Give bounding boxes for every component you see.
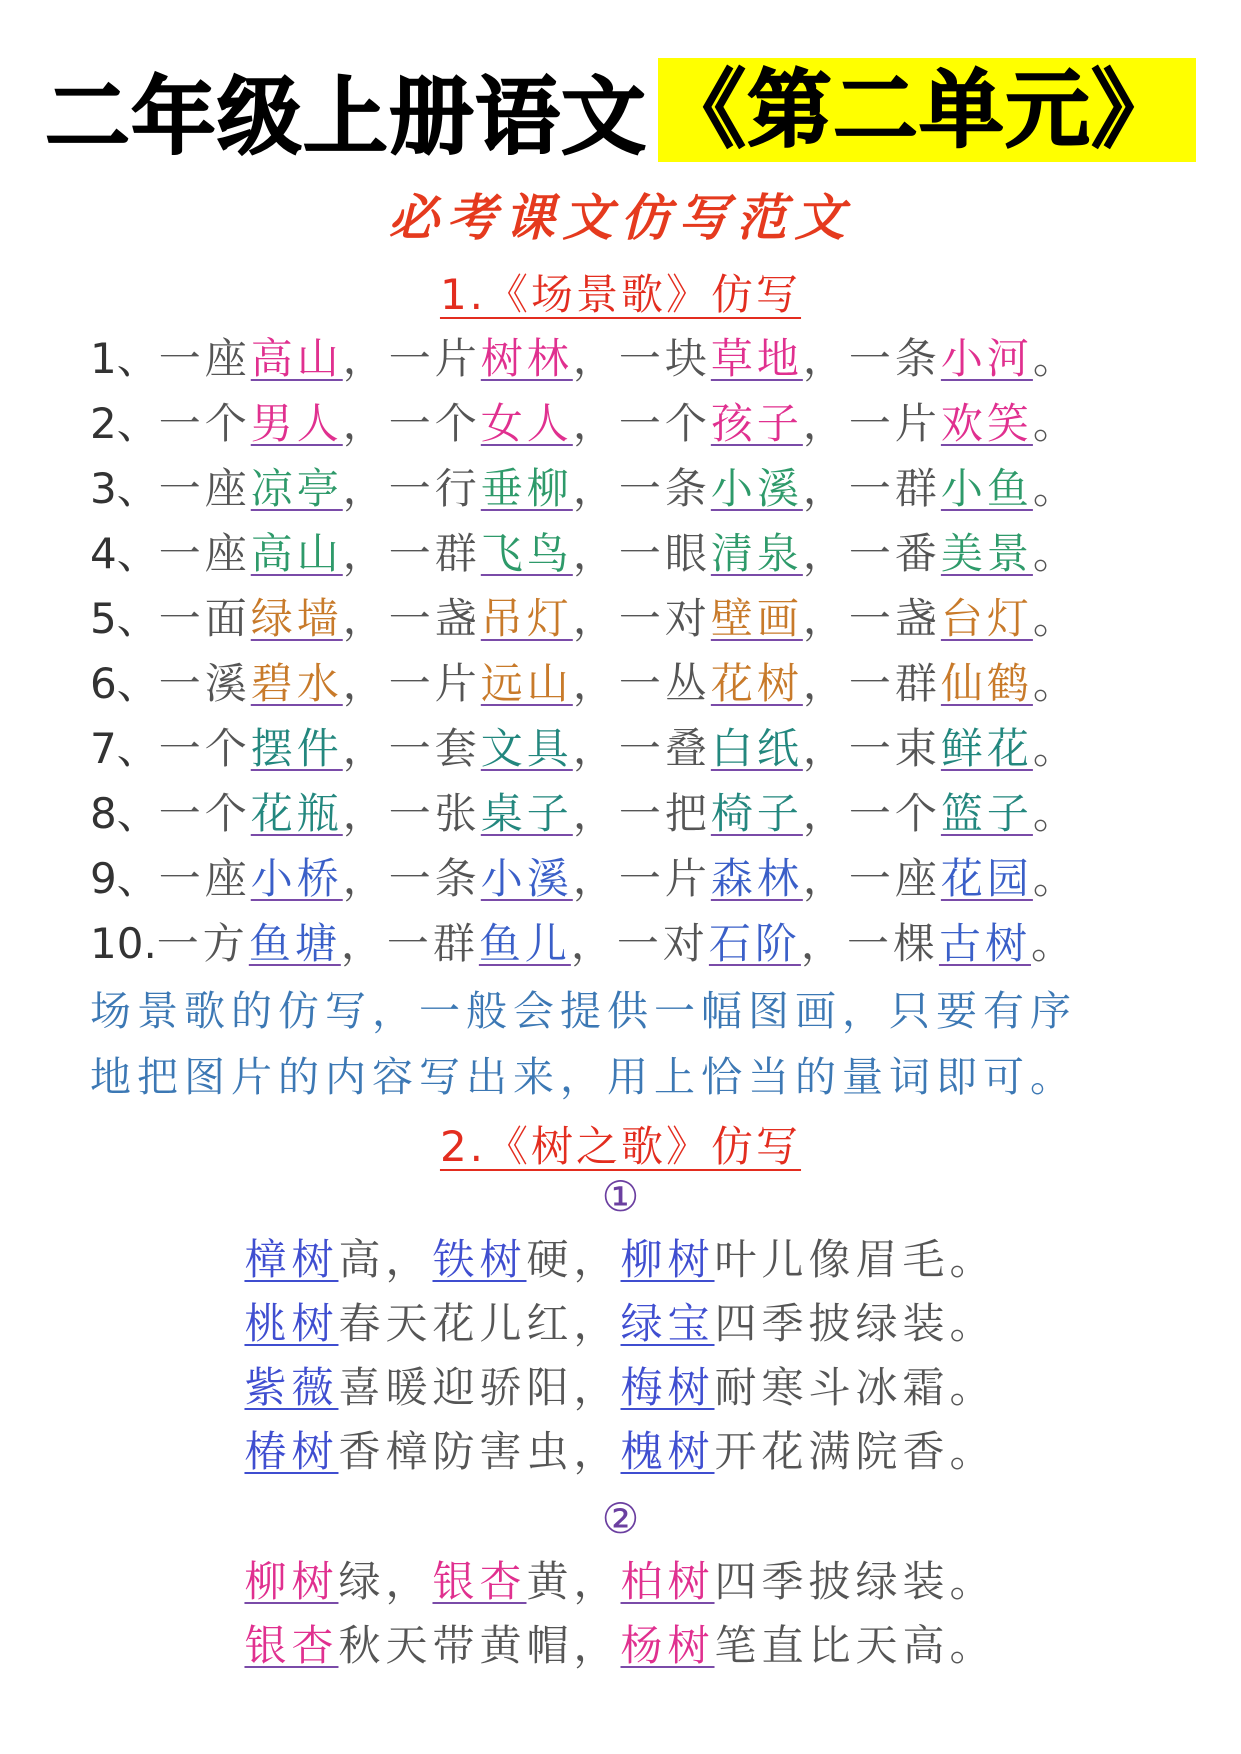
scene-line [90, 911, 1170, 976]
punctuation: 。 [1032, 464, 1079, 513]
poem-text: 高， [338, 1235, 433, 1284]
poem-text: 喜暖迎骄阳， [338, 1363, 621, 1412]
punctuation: ， [570, 919, 617, 968]
punctuation: ， [802, 789, 849, 838]
tree-name: 柳树 [620, 1235, 715, 1284]
poem-text: 四季披绿装。 [714, 1557, 997, 1606]
measure-word: 一群 [386, 919, 479, 968]
noun-word: 树林 [480, 334, 573, 383]
noun-word: 文具 [480, 724, 573, 773]
poem-marker-1: ① [601, 1172, 640, 1221]
measure-word: 一片 [388, 334, 481, 383]
noun-word: 小河 [940, 334, 1033, 383]
tree-name: 银杏 [432, 1557, 527, 1606]
noun-word: 碧水 [250, 659, 343, 708]
punctuation: ， [572, 334, 619, 383]
poem-text: 笔直比天高。 [714, 1621, 997, 1670]
note-line: 地把图片的内容写出来，用上恰当的量词即可。 [90, 1053, 1077, 1101]
poem-text: 四季披绿装。 [714, 1299, 997, 1348]
measure-word: 一溪 [158, 659, 251, 708]
measure-word: 一群 [848, 659, 941, 708]
tree-poem-1 [0, 1228, 1241, 1484]
punctuation: 。 [1032, 594, 1079, 643]
measure-word: 一束 [848, 724, 941, 773]
measure-word: 一面 [158, 594, 251, 643]
noun-word: 鲜花 [940, 724, 1033, 773]
tree-name: 绿宝 [620, 1299, 715, 1348]
measure-word: 一个 [158, 724, 251, 773]
punctuation: ， [802, 334, 849, 383]
noun-word: 花园 [940, 854, 1033, 903]
measure-word: 一个 [618, 399, 711, 448]
line-number: 7、 [90, 724, 159, 773]
measure-word: 一座 [158, 854, 251, 903]
noun-word: 垂柳 [480, 464, 573, 513]
noun-word: 欢笑 [940, 399, 1033, 448]
noun-word: 古树 [938, 919, 1031, 968]
tree-name: 柳树 [244, 1557, 339, 1606]
measure-word: 一盏 [848, 594, 941, 643]
punctuation: ， [342, 464, 389, 513]
measure-word: 一盏 [388, 594, 481, 643]
punctuation: ， [802, 464, 849, 513]
noun-word: 小溪 [710, 464, 803, 513]
noun-word: 孩子 [710, 399, 803, 448]
punctuation: ， [572, 464, 619, 513]
tree-name: 紫薇 [244, 1363, 339, 1412]
scene-line [90, 586, 1170, 651]
punctuation: ， [802, 854, 849, 903]
noun-word: 椅子 [710, 789, 803, 838]
poem-text: 香樟防害虫， [338, 1427, 621, 1476]
punctuation: ， [342, 399, 389, 448]
measure-word: 一个 [848, 789, 941, 838]
measure-word: 一座 [158, 334, 251, 383]
noun-word: 花瓶 [250, 789, 343, 838]
punctuation: ， [572, 789, 619, 838]
measure-word: 一座 [158, 464, 251, 513]
measure-word: 一条 [848, 334, 941, 383]
measure-word: 一眼 [618, 529, 711, 578]
noun-word: 草地 [710, 334, 803, 383]
noun-word: 美景 [940, 529, 1033, 578]
measure-word: 一套 [388, 724, 481, 773]
noun-word: 篮子 [940, 789, 1033, 838]
noun-word: 桌子 [480, 789, 573, 838]
measure-word: 一座 [158, 529, 251, 578]
punctuation: ， [342, 724, 389, 773]
noun-word: 森林 [710, 854, 803, 903]
measure-word: 一个 [388, 399, 481, 448]
measure-word: 一群 [848, 464, 941, 513]
poem-text: 绿， [338, 1557, 433, 1606]
scene-line [90, 651, 1170, 716]
poem-line [0, 1420, 1241, 1484]
punctuation: ， [572, 594, 619, 643]
punctuation: 。 [1032, 724, 1079, 773]
noun-word: 高山 [250, 529, 343, 578]
poem-line [0, 1228, 1241, 1292]
poem-text: 秋天带黄帽， [338, 1621, 621, 1670]
noun-word: 远山 [480, 659, 573, 708]
scene-song-list [90, 326, 1170, 976]
measure-word: 一张 [388, 789, 481, 838]
line-number: 4、 [90, 529, 159, 578]
punctuation: 。 [1032, 789, 1079, 838]
measure-word: 一片 [618, 854, 711, 903]
noun-word: 石阶 [708, 919, 801, 968]
poem-text: 耐寒斗冰霜。 [714, 1363, 997, 1412]
punctuation: 。 [1032, 854, 1079, 903]
scene-line [90, 781, 1170, 846]
scene-line [90, 716, 1170, 781]
title-unit-highlight: 《第二单元》 [658, 58, 1196, 162]
line-number: 2、 [90, 399, 159, 448]
noun-word: 鱼儿 [478, 919, 571, 968]
noun-word: 白纸 [710, 724, 803, 773]
measure-word: 一片 [848, 399, 941, 448]
noun-word: 女人 [480, 399, 573, 448]
punctuation: 。 [1032, 529, 1079, 578]
poem-text: 叶儿像眉毛。 [714, 1235, 997, 1284]
line-number: 3、 [90, 464, 159, 513]
punctuation: ， [802, 594, 849, 643]
punctuation: 。 [1030, 919, 1077, 968]
tree-name: 柏树 [620, 1557, 715, 1606]
noun-word: 吊灯 [480, 594, 573, 643]
noun-word: 仙鹤 [940, 659, 1033, 708]
scene-line [90, 456, 1170, 521]
punctuation: ， [802, 399, 849, 448]
noun-word: 男人 [250, 399, 343, 448]
measure-word: 一棵 [846, 919, 939, 968]
punctuation: ， [342, 529, 389, 578]
poem-line [0, 1292, 1241, 1356]
noun-word: 小桥 [250, 854, 343, 903]
tree-name: 杨树 [620, 1621, 715, 1670]
line-number: 10. [90, 919, 157, 968]
measure-word: 一个 [158, 399, 251, 448]
scene-line [90, 391, 1170, 456]
punctuation: ， [342, 789, 389, 838]
measure-word: 一座 [848, 854, 941, 903]
measure-word: 一对 [616, 919, 709, 968]
measure-word: 一条 [388, 854, 481, 903]
scene-line [90, 521, 1170, 586]
tree-name: 椿树 [244, 1427, 339, 1476]
line-number: 9、 [90, 854, 159, 903]
noun-word: 摆件 [250, 724, 343, 773]
noun-word: 鱼塘 [248, 919, 341, 968]
punctuation: ， [802, 724, 849, 773]
noun-word: 高山 [250, 334, 343, 383]
noun-word: 花树 [710, 659, 803, 708]
noun-word: 清泉 [710, 529, 803, 578]
scene-line [90, 326, 1170, 391]
punctuation: ， [342, 854, 389, 903]
punctuation: ， [342, 659, 389, 708]
punctuation: ， [802, 659, 849, 708]
line-number: 5、 [90, 594, 159, 643]
punctuation: ， [572, 724, 619, 773]
punctuation: ， [340, 919, 387, 968]
line-number: 1、 [90, 334, 159, 383]
measure-word: 一条 [618, 464, 711, 513]
scene-song-note [90, 978, 1170, 1110]
measure-word: 一把 [618, 789, 711, 838]
punctuation: ， [572, 529, 619, 578]
poem-line [0, 1550, 1241, 1614]
tree-name: 梅树 [620, 1363, 715, 1412]
tree-name: 槐树 [620, 1427, 715, 1476]
page-title [0, 58, 1241, 166]
noun-word: 台灯 [940, 594, 1033, 643]
punctuation: ， [342, 334, 389, 383]
poem-line [0, 1614, 1241, 1678]
poem-text: 硬， [526, 1235, 621, 1284]
noun-word: 飞鸟 [480, 529, 573, 578]
noun-word: 小鱼 [940, 464, 1033, 513]
poem-text: 春天花儿红， [338, 1299, 621, 1348]
measure-word: 一片 [388, 659, 481, 708]
noun-word: 壁画 [710, 594, 803, 643]
measure-word: 一番 [848, 529, 941, 578]
punctuation: ， [572, 659, 619, 708]
poem-text: 开花满院香。 [714, 1427, 997, 1476]
note-line: 场景歌的仿写，一般会提供一幅图画，只要有序 [90, 987, 1077, 1035]
line-number: 8、 [90, 789, 159, 838]
measure-word: 一行 [388, 464, 481, 513]
tree-name: 铁树 [432, 1235, 527, 1284]
punctuation: 。 [1032, 659, 1079, 708]
measure-word: 一对 [618, 594, 711, 643]
tree-name: 樟树 [244, 1235, 339, 1284]
poem-text: 黄， [526, 1557, 621, 1606]
measure-word: 一群 [388, 529, 481, 578]
tree-name: 银杏 [244, 1621, 339, 1670]
measure-word: 一丛 [618, 659, 711, 708]
noun-word: 凉亭 [250, 464, 343, 513]
measure-word: 一个 [158, 789, 251, 838]
tree-poem-2 [0, 1550, 1241, 1678]
poem-marker-2: ② [601, 1494, 640, 1543]
tree-name: 桃树 [244, 1299, 339, 1348]
punctuation: 。 [1032, 334, 1079, 383]
punctuation: 。 [1032, 399, 1079, 448]
poem-line [0, 1356, 1241, 1420]
punctuation: ， [342, 594, 389, 643]
noun-word: 小溪 [480, 854, 573, 903]
measure-word: 一方 [156, 919, 249, 968]
section-heading-tree-song: 2.《树之歌》仿写 [439, 1122, 802, 1171]
punctuation: ， [572, 399, 619, 448]
punctuation: ， [572, 854, 619, 903]
scene-line [90, 846, 1170, 911]
title-grade: 二年级上册语文 [45, 67, 648, 166]
line-number: 6、 [90, 659, 159, 708]
measure-word: 一叠 [618, 724, 711, 773]
noun-word: 绿墙 [250, 594, 343, 643]
punctuation: ， [802, 529, 849, 578]
punctuation: ， [800, 919, 847, 968]
measure-word: 一块 [618, 334, 711, 383]
page-subtitle: 必考课文仿写范文 [388, 189, 853, 247]
section-heading-scene-song: 1.《场景歌》仿写 [439, 270, 802, 319]
